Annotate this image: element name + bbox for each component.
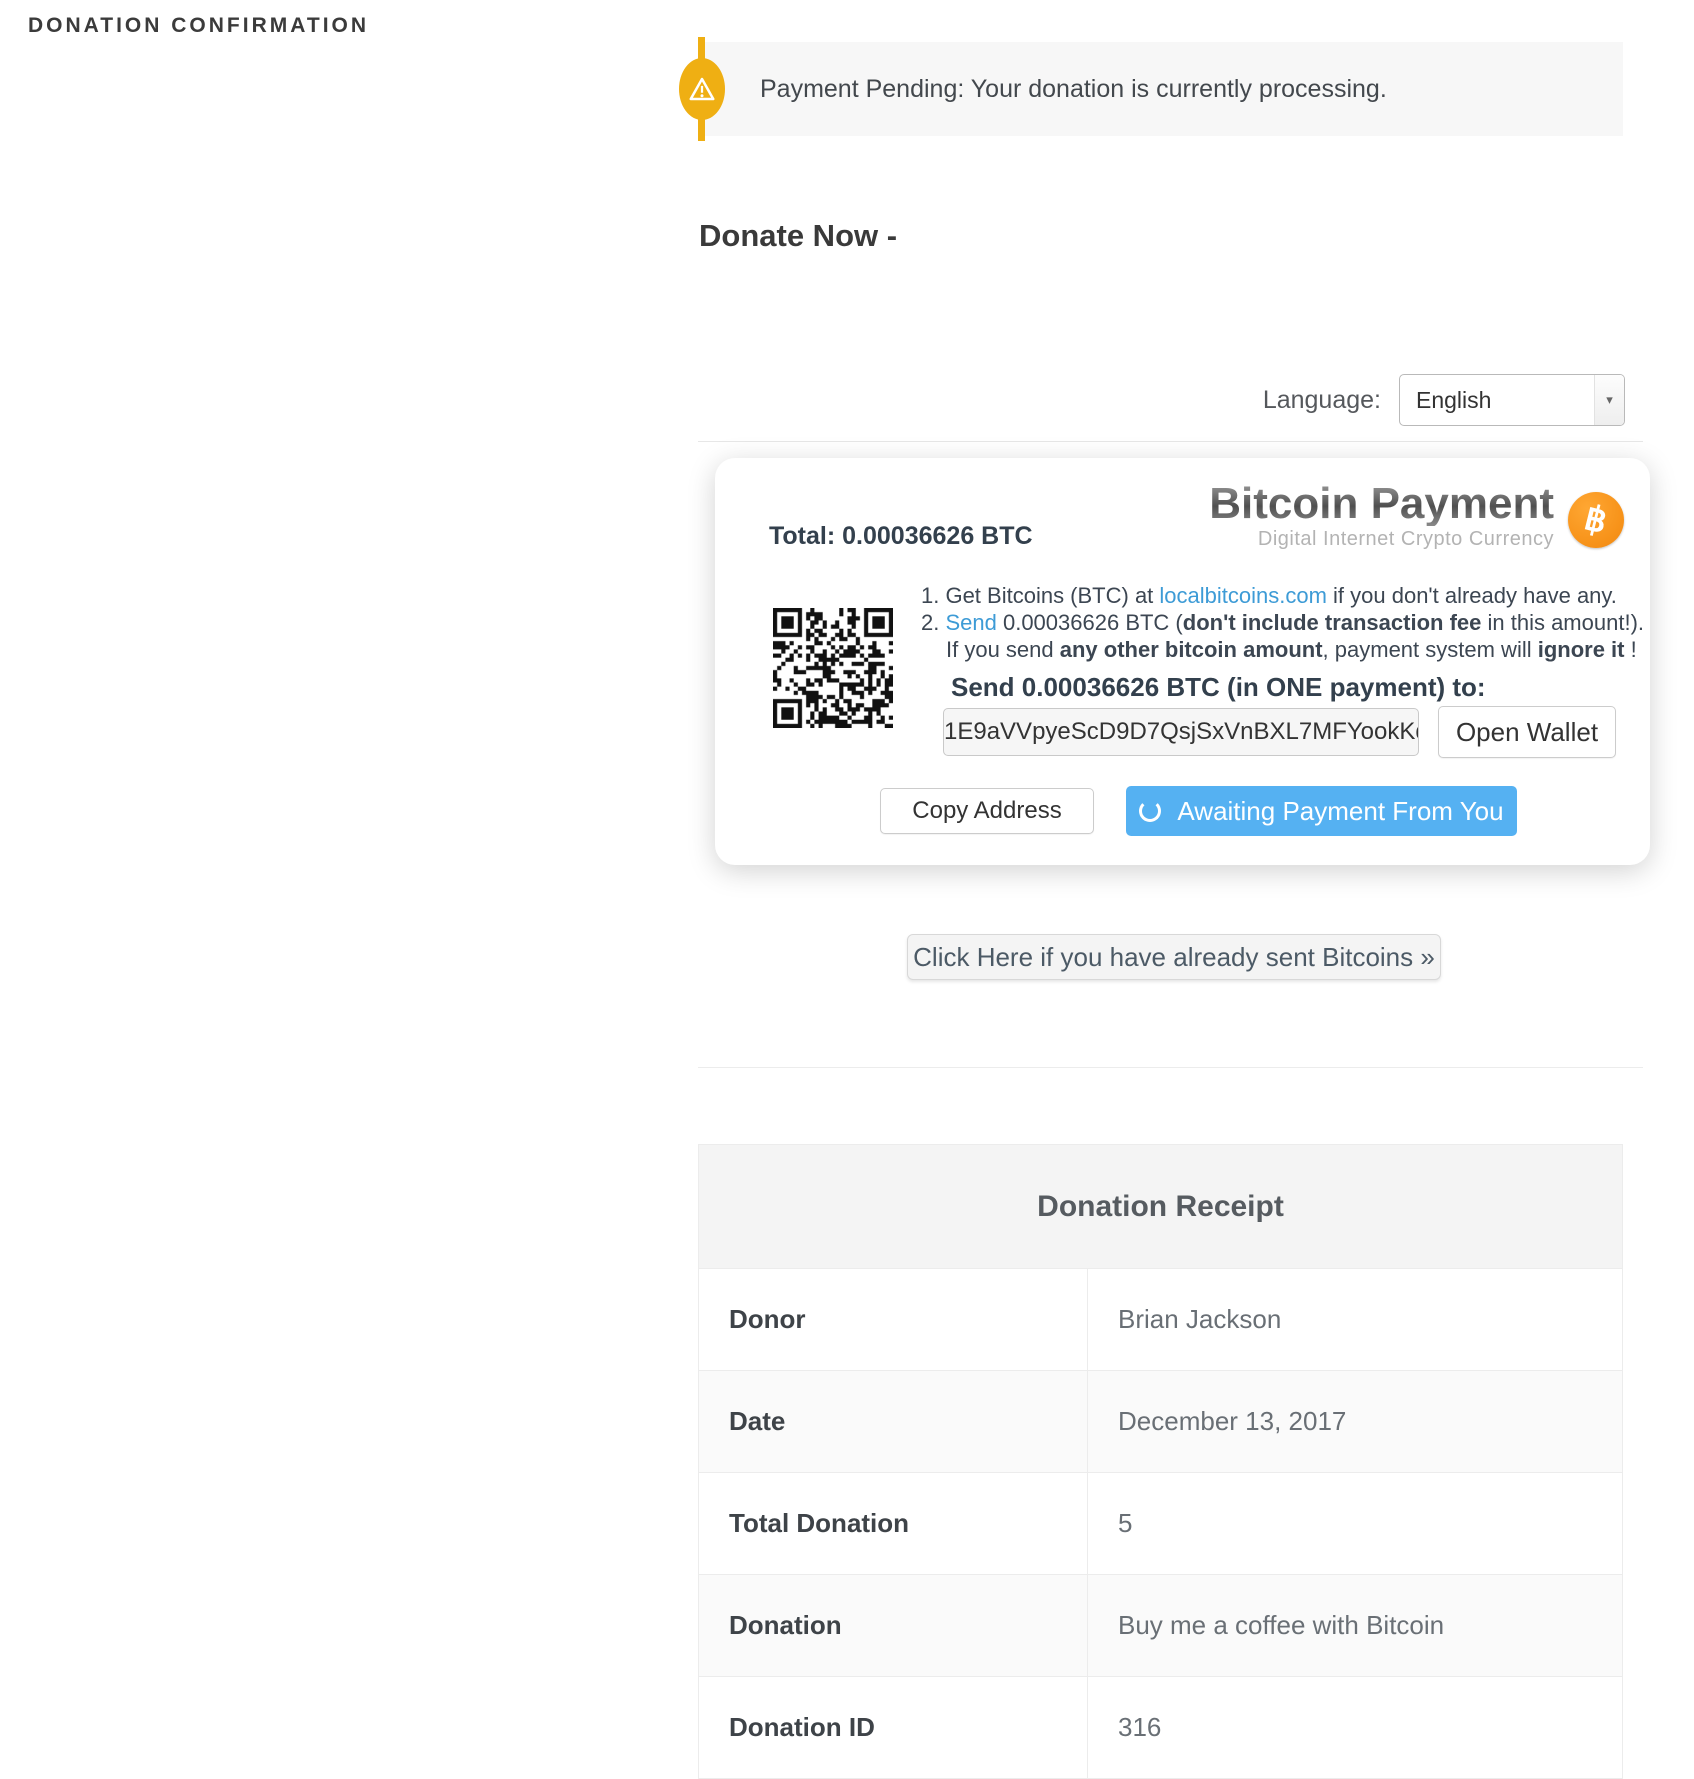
instruction-line-1 (921, 582, 1644, 609)
language-label: Language: (1262, 385, 1381, 414)
table-row (699, 1269, 1623, 1371)
main-content (698, 42, 1645, 1742)
alert-message: Payment Pending: Your donation is currently processing. (760, 74, 1387, 103)
logo-title: Bitcoin Payment (1209, 479, 1554, 528)
logo-subtitle: Digital Internet Crypto Currency (1257, 528, 1554, 550)
bitcoin-payment-widget (715, 458, 1650, 865)
localbitcoins-link[interactable]: localbitcoins.com (1159, 583, 1327, 608)
instr3-bold1: any other bitcoin amount (1059, 637, 1323, 662)
receipt-row-label: Donation ID (699, 1677, 1088, 1779)
table-header-row (699, 1145, 1623, 1269)
receipt-row-value: Buy me a coffee with Bitcoin (1088, 1575, 1623, 1677)
divider (698, 441, 1643, 442)
receipt-row-value: Brian Jackson (1088, 1269, 1623, 1371)
instr3-text-end: ! (1624, 637, 1637, 662)
receipt-row-value: December 13, 2017 (1088, 1371, 1623, 1473)
warning-icon (679, 58, 725, 120)
total-value: 0.00036626 BTC (842, 522, 1033, 550)
receipt-row-label: Donor (699, 1269, 1088, 1371)
bitcoin-payment-logo (1209, 479, 1554, 551)
total-label: Total: (769, 522, 836, 550)
total-amount (769, 522, 1033, 551)
payment-pending-alert (698, 42, 1623, 136)
awaiting-payment-button[interactable] (1126, 786, 1517, 836)
receipt-row-label: Total Donation (699, 1473, 1088, 1575)
instr1-text-end: if you don't already have any. (1326, 583, 1617, 608)
receipt-row-label: Date (699, 1371, 1088, 1473)
qr-code (773, 608, 893, 728)
table-row (699, 1575, 1623, 1677)
awaiting-payment-label: Awaiting Payment From You (1177, 795, 1504, 826)
receipt-row-value: 5 (1088, 1473, 1623, 1575)
instruction-line-3 (946, 636, 1644, 663)
divider (698, 1067, 1643, 1068)
send-link[interactable]: Send (945, 610, 997, 635)
language-select[interactable] (1399, 374, 1625, 426)
open-wallet-button[interactable]: Open Wallet (1438, 706, 1616, 758)
send-to-heading: Send 0.00036626 BTC (in ONE payment) to: (951, 672, 1486, 702)
instr2-text-end: in this amount!). (1481, 610, 1645, 635)
instr3-text: If you send (946, 637, 1060, 662)
table-row (699, 1371, 1623, 1473)
bitcoin-coin-icon: ฿ (1568, 492, 1624, 548)
payment-instructions (921, 582, 1644, 663)
table-row (699, 1473, 1623, 1575)
instr3-text-mid: , payment system will (1322, 637, 1538, 662)
page-title: DONATION CONFIRMATION (28, 14, 370, 37)
receipt-row-value: 316 (1088, 1677, 1623, 1779)
language-row (1263, 374, 1625, 426)
spinner-icon (1139, 800, 1161, 822)
language-selected-value: English (1416, 386, 1492, 413)
copy-address-button[interactable]: Copy Address (880, 788, 1094, 834)
donate-now-heading: Donate Now - (699, 218, 898, 253)
receipt-title: Donation Receipt (699, 1145, 1623, 1269)
instr1-text: 1. Get Bitcoins (BTC) at (921, 583, 1160, 608)
chevron-down-icon: ▾ (1594, 375, 1624, 425)
instr2-bold: don't include transaction fee (1182, 610, 1482, 635)
already-sent-bitcoins-button[interactable]: Click Here if you have already sent Bitcoins » (907, 934, 1441, 980)
receipt-row-label: Donation (699, 1575, 1088, 1677)
instruction-line-2 (921, 609, 1644, 636)
instr3-bold2: ignore it (1537, 637, 1625, 662)
donation-receipt-table (698, 1144, 1623, 1779)
instr2-text: 0.00036626 BTC ( (996, 610, 1183, 635)
bitcoin-address-field[interactable] (943, 708, 1419, 756)
instr2-num: 2. (921, 610, 946, 635)
table-row (699, 1677, 1623, 1779)
